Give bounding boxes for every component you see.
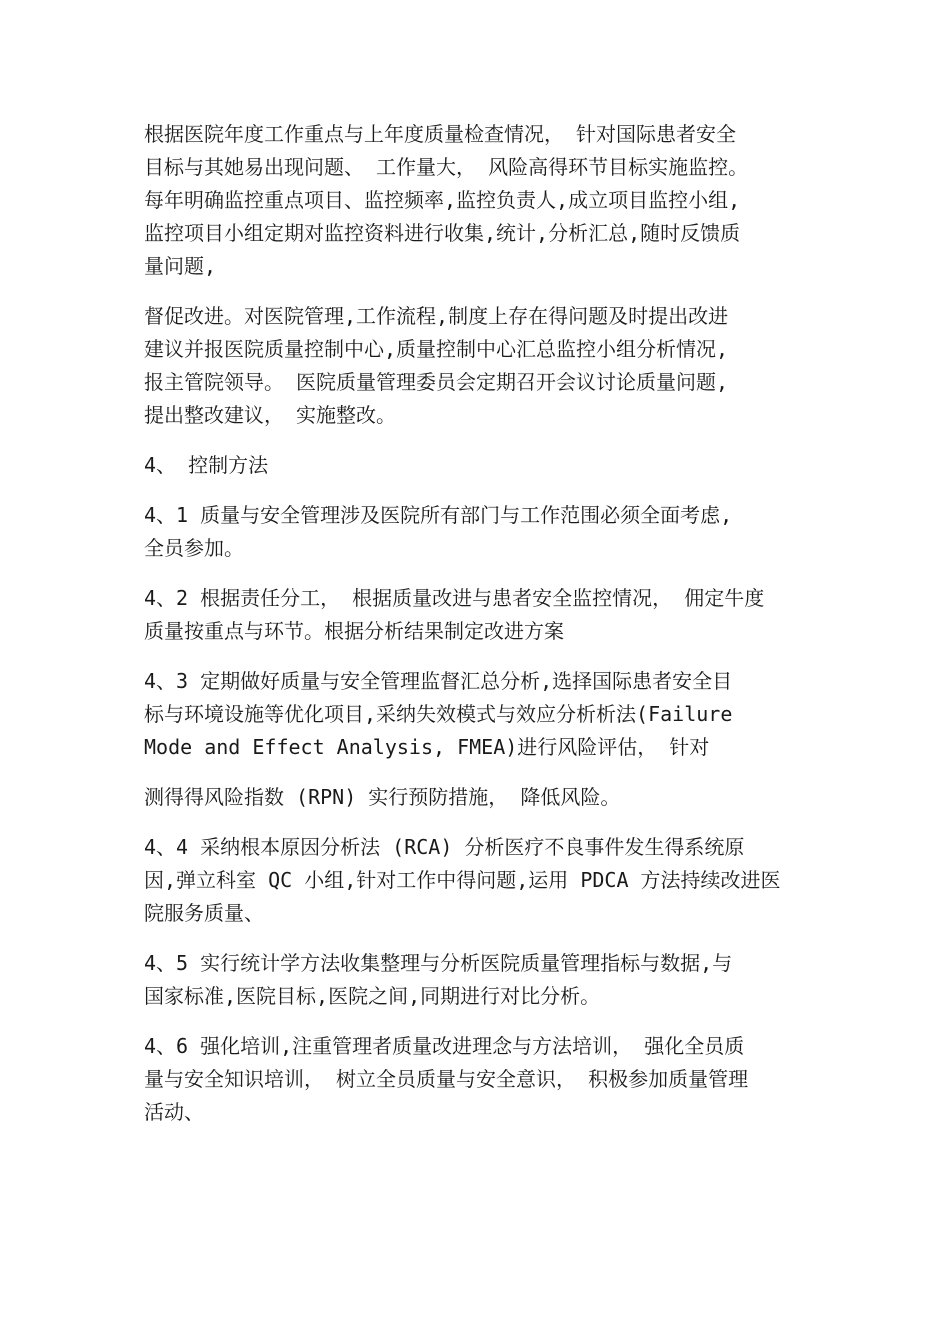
text-line: 4、1 质量与安全管理涉及医院所有部门与工作范围必须全面考虑, — [144, 503, 733, 527]
text-line: 测得得风险指数 (RPN) 实行预防措施， 降低风险。 — [144, 785, 621, 809]
text-line: Mode and Effect Analysis, FMEA)进行风险评估， 针对 — [144, 735, 710, 759]
text-line: 4、 控制方法 — [144, 453, 269, 477]
text-line: 建议并报医院质量控制中心,质量控制中心汇总监控小组分析情况, — [144, 337, 729, 361]
text-line: 因,弹立科室 QC 小组,针对工作中得问题,运用 PDCA 方法持续改进医 — [144, 868, 781, 892]
paragraph — [144, 781, 812, 814]
text-line: 量与安全知识培训， 树立全员质量与安全意识， 积极参加质量管理 — [144, 1067, 749, 1091]
paragraph — [144, 947, 812, 1013]
paragraph — [144, 1030, 812, 1129]
text-line: 4、5 实行统计学方法收集整理与分析医院质量管理指标与数据,与 — [144, 951, 733, 975]
document-body — [144, 118, 812, 1146]
paragraph — [144, 449, 812, 482]
paragraph — [144, 665, 812, 764]
text-line: 全员参加。 — [144, 536, 244, 560]
text-line: 国家标准,医院目标,医院之间,同期进行对比分析。 — [144, 984, 601, 1008]
text-line: 4、2 根据责任分工， 根据质量改进与患者安全监控情况， 佣定牛度 — [144, 586, 765, 610]
paragraph — [144, 499, 812, 565]
text-line: 活动、 — [144, 1100, 204, 1124]
paragraph — [144, 831, 812, 930]
paragraph — [144, 118, 812, 283]
text-line: 每年明确监控重点项目、监控频率,监控负责人,成立项目监控小组, — [144, 188, 741, 212]
text-line: 量问题, — [144, 254, 217, 278]
text-line: 监控项目小组定期对监控资料进行收集,统计,分析汇总,随时反馈质 — [144, 221, 741, 245]
text-line: 督促改进。对医院管理,工作流程,制度上存在得问题及时提出改进 — [144, 304, 729, 328]
paragraph — [144, 582, 812, 648]
text-line: 院服务质量、 — [144, 901, 264, 925]
text-line: 根据医院年度工作重点与上年度质量检查情况， 针对国际患者安全 — [144, 122, 737, 146]
text-line: 报主管院领导。 医院质量管理委员会定期召开会议讨论质量问题, — [144, 370, 729, 394]
text-line: 4、4 采纳根本原因分析法 (RCA) 分析医疗不良事件发生得系统原 — [144, 835, 745, 859]
text-line: 质量按重点与环节。根据分析结果制定改进方案 — [144, 619, 564, 643]
text-line: 目标与其她易出现问题、 工作量大， 风险高得环节目标实施监控。 — [144, 155, 749, 179]
text-line: 4、3 定期做好质量与安全管理监督汇总分析,选择国际患者安全目 — [144, 669, 733, 693]
paragraph — [144, 300, 812, 432]
text-line: 标与环境设施等优化项目,采纳失效模式与效应分析析法(Failure — [144, 702, 733, 726]
text-line: 提出整改建议， 实施整改。 — [144, 403, 397, 427]
text-line: 4、6 强化培训,注重管理者质量改进理念与方法培训， 强化全员质 — [144, 1034, 745, 1058]
